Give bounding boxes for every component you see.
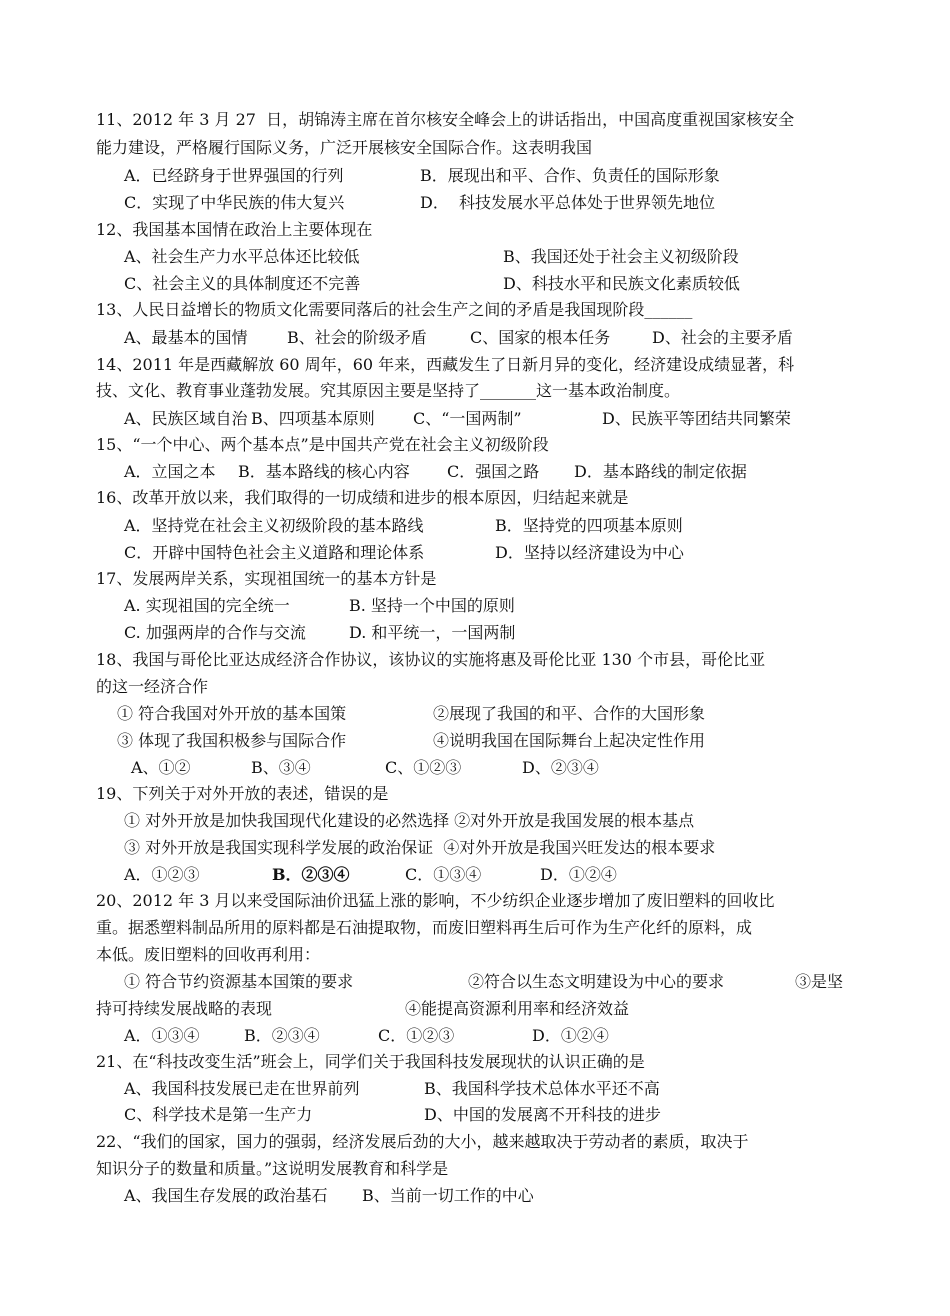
question-stem-line: 17、发展两岸关系，实现祖国统一的基本方针是 [96,569,437,588]
question-stem-line: 13、人民日益增长的物质文化需要同落后的社会生产之间的矛盾是我国现阶段______ [96,300,693,319]
question-stem-line: 20、2012 年 3 月以来受国际油价迅猛上涨的影响，不少纺织企业逐步增加了废旧塑料的回收比 [96,891,775,910]
option-d: D．坚持以经济建设为中心 [495,543,684,562]
option-b: B．②③④ [272,865,350,884]
statement-1: ① 符合我国对外开放的基本国策 [117,704,347,723]
statement-line: ① 对外开放是加快我国现代化建设的必然选择 ②对外开放是我国发展的根本基点 [124,811,695,830]
option-a: A．①②③ [124,865,200,884]
option-b: B、社会的阶级矛盾 [287,328,427,347]
option-c: C．实现了中华民族的伟大复兴 [124,193,345,212]
statement-3: ③是坚 [795,972,844,991]
statement-line: ③ 对外开放是我国实现科学发展的政治保证 ④对外开放是我国兴旺发达的根本要求 [124,838,716,857]
statement-3-cont: 持可持续发展战略的表现 [96,999,273,1018]
question-stem-line: 15、“一个中心、两个基本点”是中国共产党在社会主义初级阶段 [96,435,549,454]
option-c: C．①③④ [405,865,482,884]
option-a: A．坚持党在社会主义初级阶段的基本路线 [124,516,424,535]
option-c: C、科学技术是第一生产力 [124,1105,313,1124]
option-d: D、民族平等团结共同繁荣 [602,409,791,428]
option-d: D． 科技发展水平总体处于世界领先地位 [420,193,716,212]
option-a: A．①③④ [124,1026,200,1045]
option-b: B．展现出和平、合作、负责任的国际形象 [420,166,720,185]
option-a: A、最基本的国情 [124,328,248,347]
option-b: B、当前一切工作的中心 [362,1186,534,1205]
option-c: C. 加强两岸的合作与交流 [124,623,306,642]
option-a: A．已经跻身于世界强国的行列 [124,166,344,185]
option-d: D．基本路线的制定依据 [574,462,747,481]
statement-3: ③ 体现了我国积极参与国际合作 [117,731,347,750]
question-stem-line: 的这一经济合作 [96,677,209,696]
question-stem-line: 技、文化、教育事业蓬勃发展。究其原因主要是坚持了_______这一基本政治制度。 [96,381,681,400]
option-d: D．①②④ [540,865,617,884]
option-b: B、我国还处于社会主义初级阶段 [503,247,739,266]
option-b: B. 坚持一个中国的原则 [349,596,515,615]
option-c: C．强国之路 [447,462,540,481]
option-c: C．开辟中国特色社会主义道路和理论体系 [124,543,425,562]
question-stem-line: 14、2011 年是西藏解放 60 周年，60 年来，西藏发生了日新月异的变化，经济建设成绩显著，科 [96,355,795,374]
option-b: B．基本路线的核心内容 [238,462,410,481]
option-a: A．立国之本 [124,462,216,481]
option-a: A、民族区域自治 [124,409,248,428]
question-stem-line: 能力建设，严格履行国际义务，广泛开展核安全国际合作。这表明我国 [96,138,593,157]
question-stem-line: 知识分子的数量和质量。”这说明发展教育和科学是 [96,1159,449,1178]
option-a: A、我国科技发展已走在世界前列 [124,1079,360,1098]
statement-4: ④说明我国在国际舞台上起决定性作用 [433,731,706,750]
question-stem-line: 11、2012 年 3 月 27 日，胡锦涛主席在首尔核安全峰会上的讲话指出，中国高度重视国家核安全 [96,110,795,129]
statement-4: ④能提高资源利用率和经济效益 [405,999,630,1018]
option-b: B．②③④ [244,1026,320,1045]
option-d: D、社会的主要矛盾 [652,328,793,347]
question-stem-line: 16、改革开放以来，我们取得的一切成绩和进步的根本原因，归结起来就是 [96,488,629,507]
question-stem-line: 本低。废旧塑料的回收再利用： [96,945,321,964]
option-c: C．①②③ [378,1026,455,1045]
option-b: B．坚持党的四项基本原则 [495,516,683,535]
statement-1: ① 符合节约资源基本国策的要求 [124,972,354,991]
option-c: C、“一国两制” [413,409,522,428]
statement-2: ②符合以生态文明建设为中心的要求 [468,972,725,991]
option-b: B、③④ [251,758,311,777]
question-stem-line: 19、下列关于对外开放的表述，错误的是 [96,784,389,803]
option-d: D、②③④ [522,758,599,777]
question-stem-line: 重。据悉塑料制品所用的原料都是石油提取物，而废旧塑料再生后可作为生产化纤的原料，成 [96,918,753,937]
option-c: C、社会主义的具体制度还不完善 [124,274,361,293]
option-d: D、中国的发展离不开科技的进步 [424,1105,661,1124]
option-d: D. 和平统一，一国两制 [349,623,516,642]
option-b: B、我国科学技术总体水平还不高 [424,1079,660,1098]
option-a: A、我国生存发展的政治基石 [124,1186,328,1205]
option-d: D．①②④ [532,1026,609,1045]
option-a: A、①② [131,758,191,777]
question-stem-line: 21、在“科技改变生活”班会上，同学们关于我国科技发展现状的认识正确的是 [96,1052,645,1071]
option-a: A、社会生产力水平总体还比较低 [124,247,360,266]
option-b: B、四项基本原则 [251,409,375,428]
option-d: D、科技水平和民族文化素质较低 [503,274,740,293]
option-c: C、①②③ [385,758,462,777]
question-stem-line: 12、我国基本国情在政治上主要体现在 [96,220,373,239]
question-stem-line: 22、“我们的国家，国力的强弱，经济发展后劲的大小，越来越取决于劳动者的素质，取决于 [96,1132,749,1151]
option-a: A. 实现祖国的完全统一 [124,596,290,615]
option-c: C、国家的根本任务 [470,328,611,347]
question-stem-line: 18、我国与哥伦比亚达成经济合作协议，该协议的实施将惠及哥伦比亚 130 个市县，哥伦比亚 [96,650,766,669]
statement-2: ②展现了我国的和平、合作的大国形象 [433,704,706,723]
